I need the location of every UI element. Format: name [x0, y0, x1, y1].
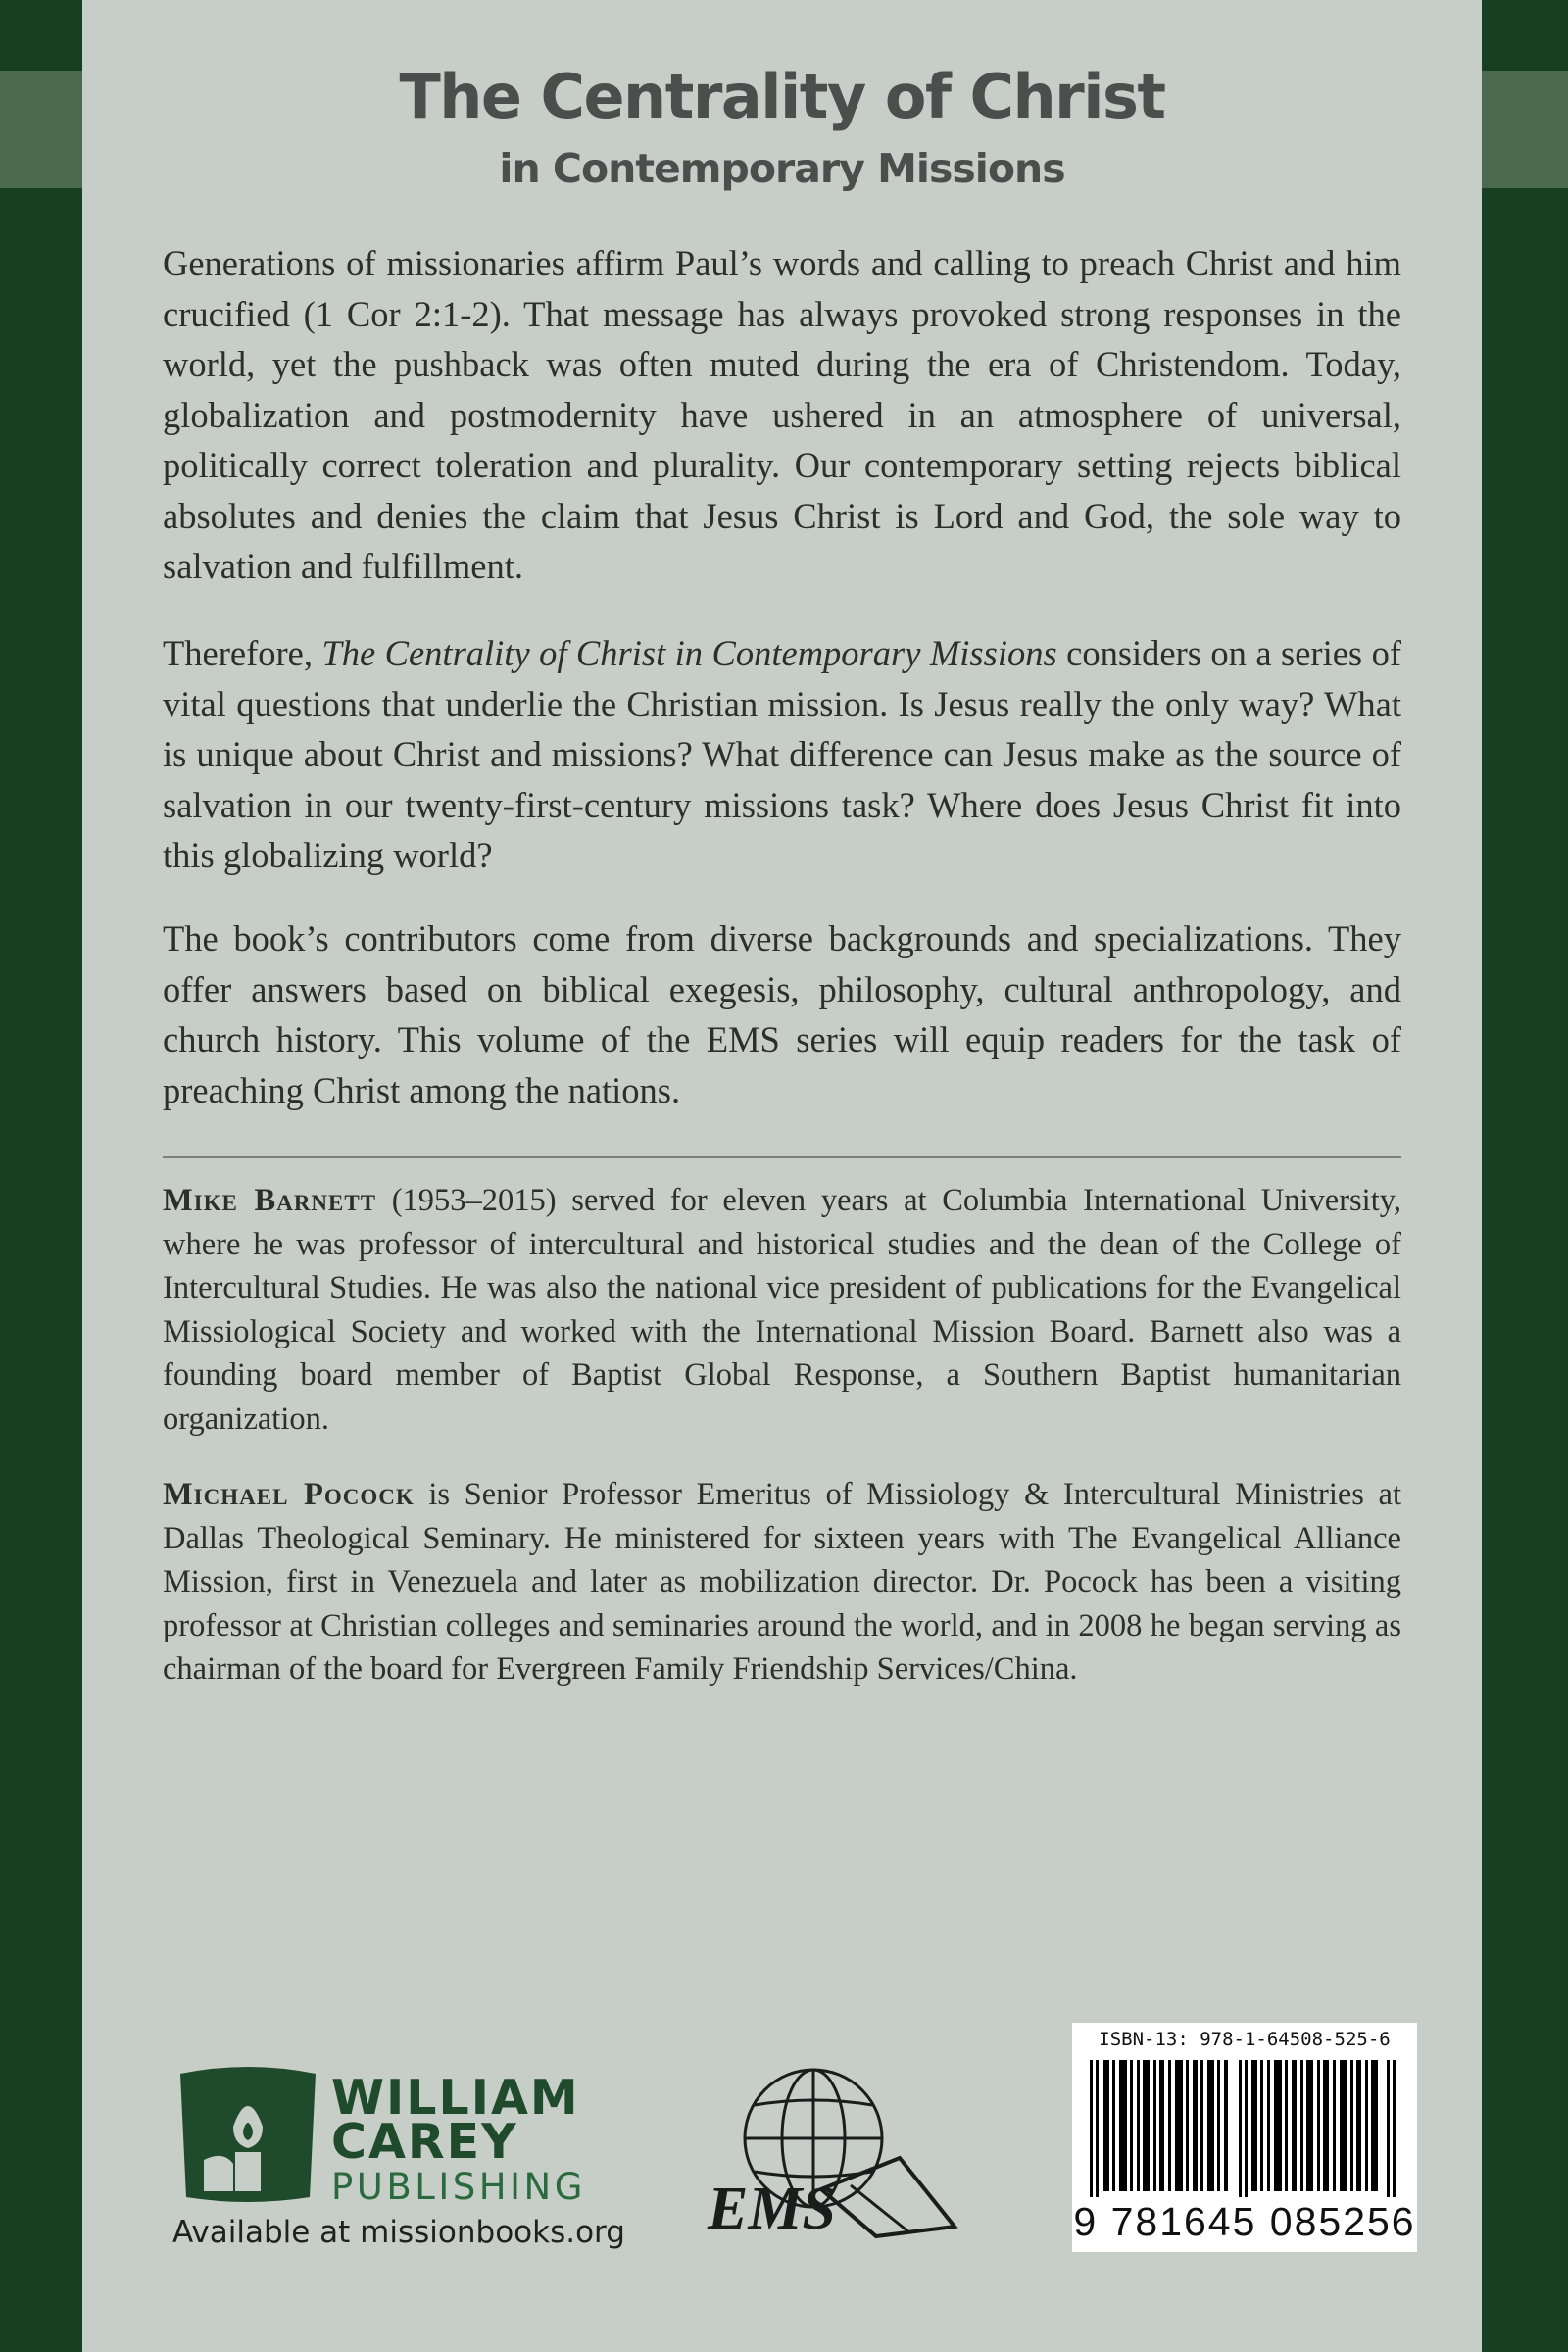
author-bio-text-pocock: is Senior Professor Emeritus of Missiology & Intercultural Ministries at Dallas Theological Seminary. He ministered for sixteen years with The Evangelical Alliance Mission, first in Venezuela and later as mobilization director. Dr. Pocock has been a visiting professor at Christian colleges and seminaries around the world, and in 2008 he began serving as chairman of the board for Evergreen Family Friendship Services/China.	[163, 1477, 1401, 1687]
description-paragraph-1: Generations of missionaries affirm Paul’s words and calling to preach Christ and him crucified (1 Cor 2:1-2). That message has always provoked strong responses in the world, yet the pushback was often muted during the era of Christendom. Today, globalization and postmodernity have ushered in an atmosphere of universal, politically correct toleration and plurality. Our contemporary setting rejects biblical absolutes and denies the claim that Jesus Christ is Lord and God, the sole way to salvation and fulfillment.	[163, 243, 1401, 586]
ems-logo-text: EMS	[708, 2176, 836, 2240]
back-cover-panel	[82, 0, 1482, 2352]
paragraph-2-lead: Therefore,	[163, 633, 322, 673]
publisher-name-line-3: PUBLISHING	[331, 2166, 586, 2208]
description-paragraph-3: The book’s contributors come from diverse backgrounds and specializations. They offer answers based on biblical exegesis, philosophy, cultural anthropology, and church history. This volume of the EMS series will equip readers for the task of preaching Christ among the nations.	[163, 918, 1401, 1110]
candle-flame-icon	[174, 2066, 321, 2205]
publisher-name-line-2: CAREY	[331, 2114, 518, 2170]
barcode-bars	[1090, 2060, 1399, 2197]
section-divider	[163, 1156, 1401, 1158]
left-edge-band	[0, 71, 82, 188]
author-name-pocock: Michael Pocock	[163, 1477, 415, 1512]
book-title: The Centrality of Christ	[399, 61, 1165, 132]
book-title-italic: The Centrality of Christ in Contemporary Missions	[321, 633, 1057, 673]
author-name-barnett: Mike Barnett	[163, 1183, 377, 1218]
isbn-barcode	[1072, 2023, 1417, 2252]
globe-book-icon	[704, 2064, 958, 2240]
barcode-digits: 9 781645 085256	[1073, 2199, 1416, 2244]
author-bio-text-barnett: (1953–2015) served for eleven years at Columbia International University, where he was professor of intercultural and historical studies and the dean of the College of Intercultural Studies. He was also the national vice president of publications for the Evangelical Missiological Society and worked with the International Mission Board. Barnett also was a founding board member of Baptist Global Response, a Southern Baptist humanitarian organization.	[163, 1183, 1401, 1437]
description-paragraph-2	[163, 628, 1401, 881]
availability-text: Available at missionbooks.org	[172, 2215, 625, 2250]
right-edge-band	[1482, 71, 1568, 188]
book-subtitle: in Contemporary Missions	[499, 145, 1065, 192]
author-bio-barnett	[163, 1179, 1401, 1441]
author-bio-pocock	[163, 1473, 1401, 1691]
paragraph-2-rest: considers on a series of vital questions that underlie the Christian mission. Is Jesus really the only way? What is unique about Christ and missions? What difference can Jesus make as the source of salvation in our twenty-first-century missions task? Where does Jesus Christ fit into this globalizing world?	[163, 633, 1401, 875]
publisher-name-line-1: WILLIAM	[331, 2070, 580, 2126]
isbn-label: ISBN-13: 978-1-64508-525-6	[1099, 2029, 1391, 2050]
